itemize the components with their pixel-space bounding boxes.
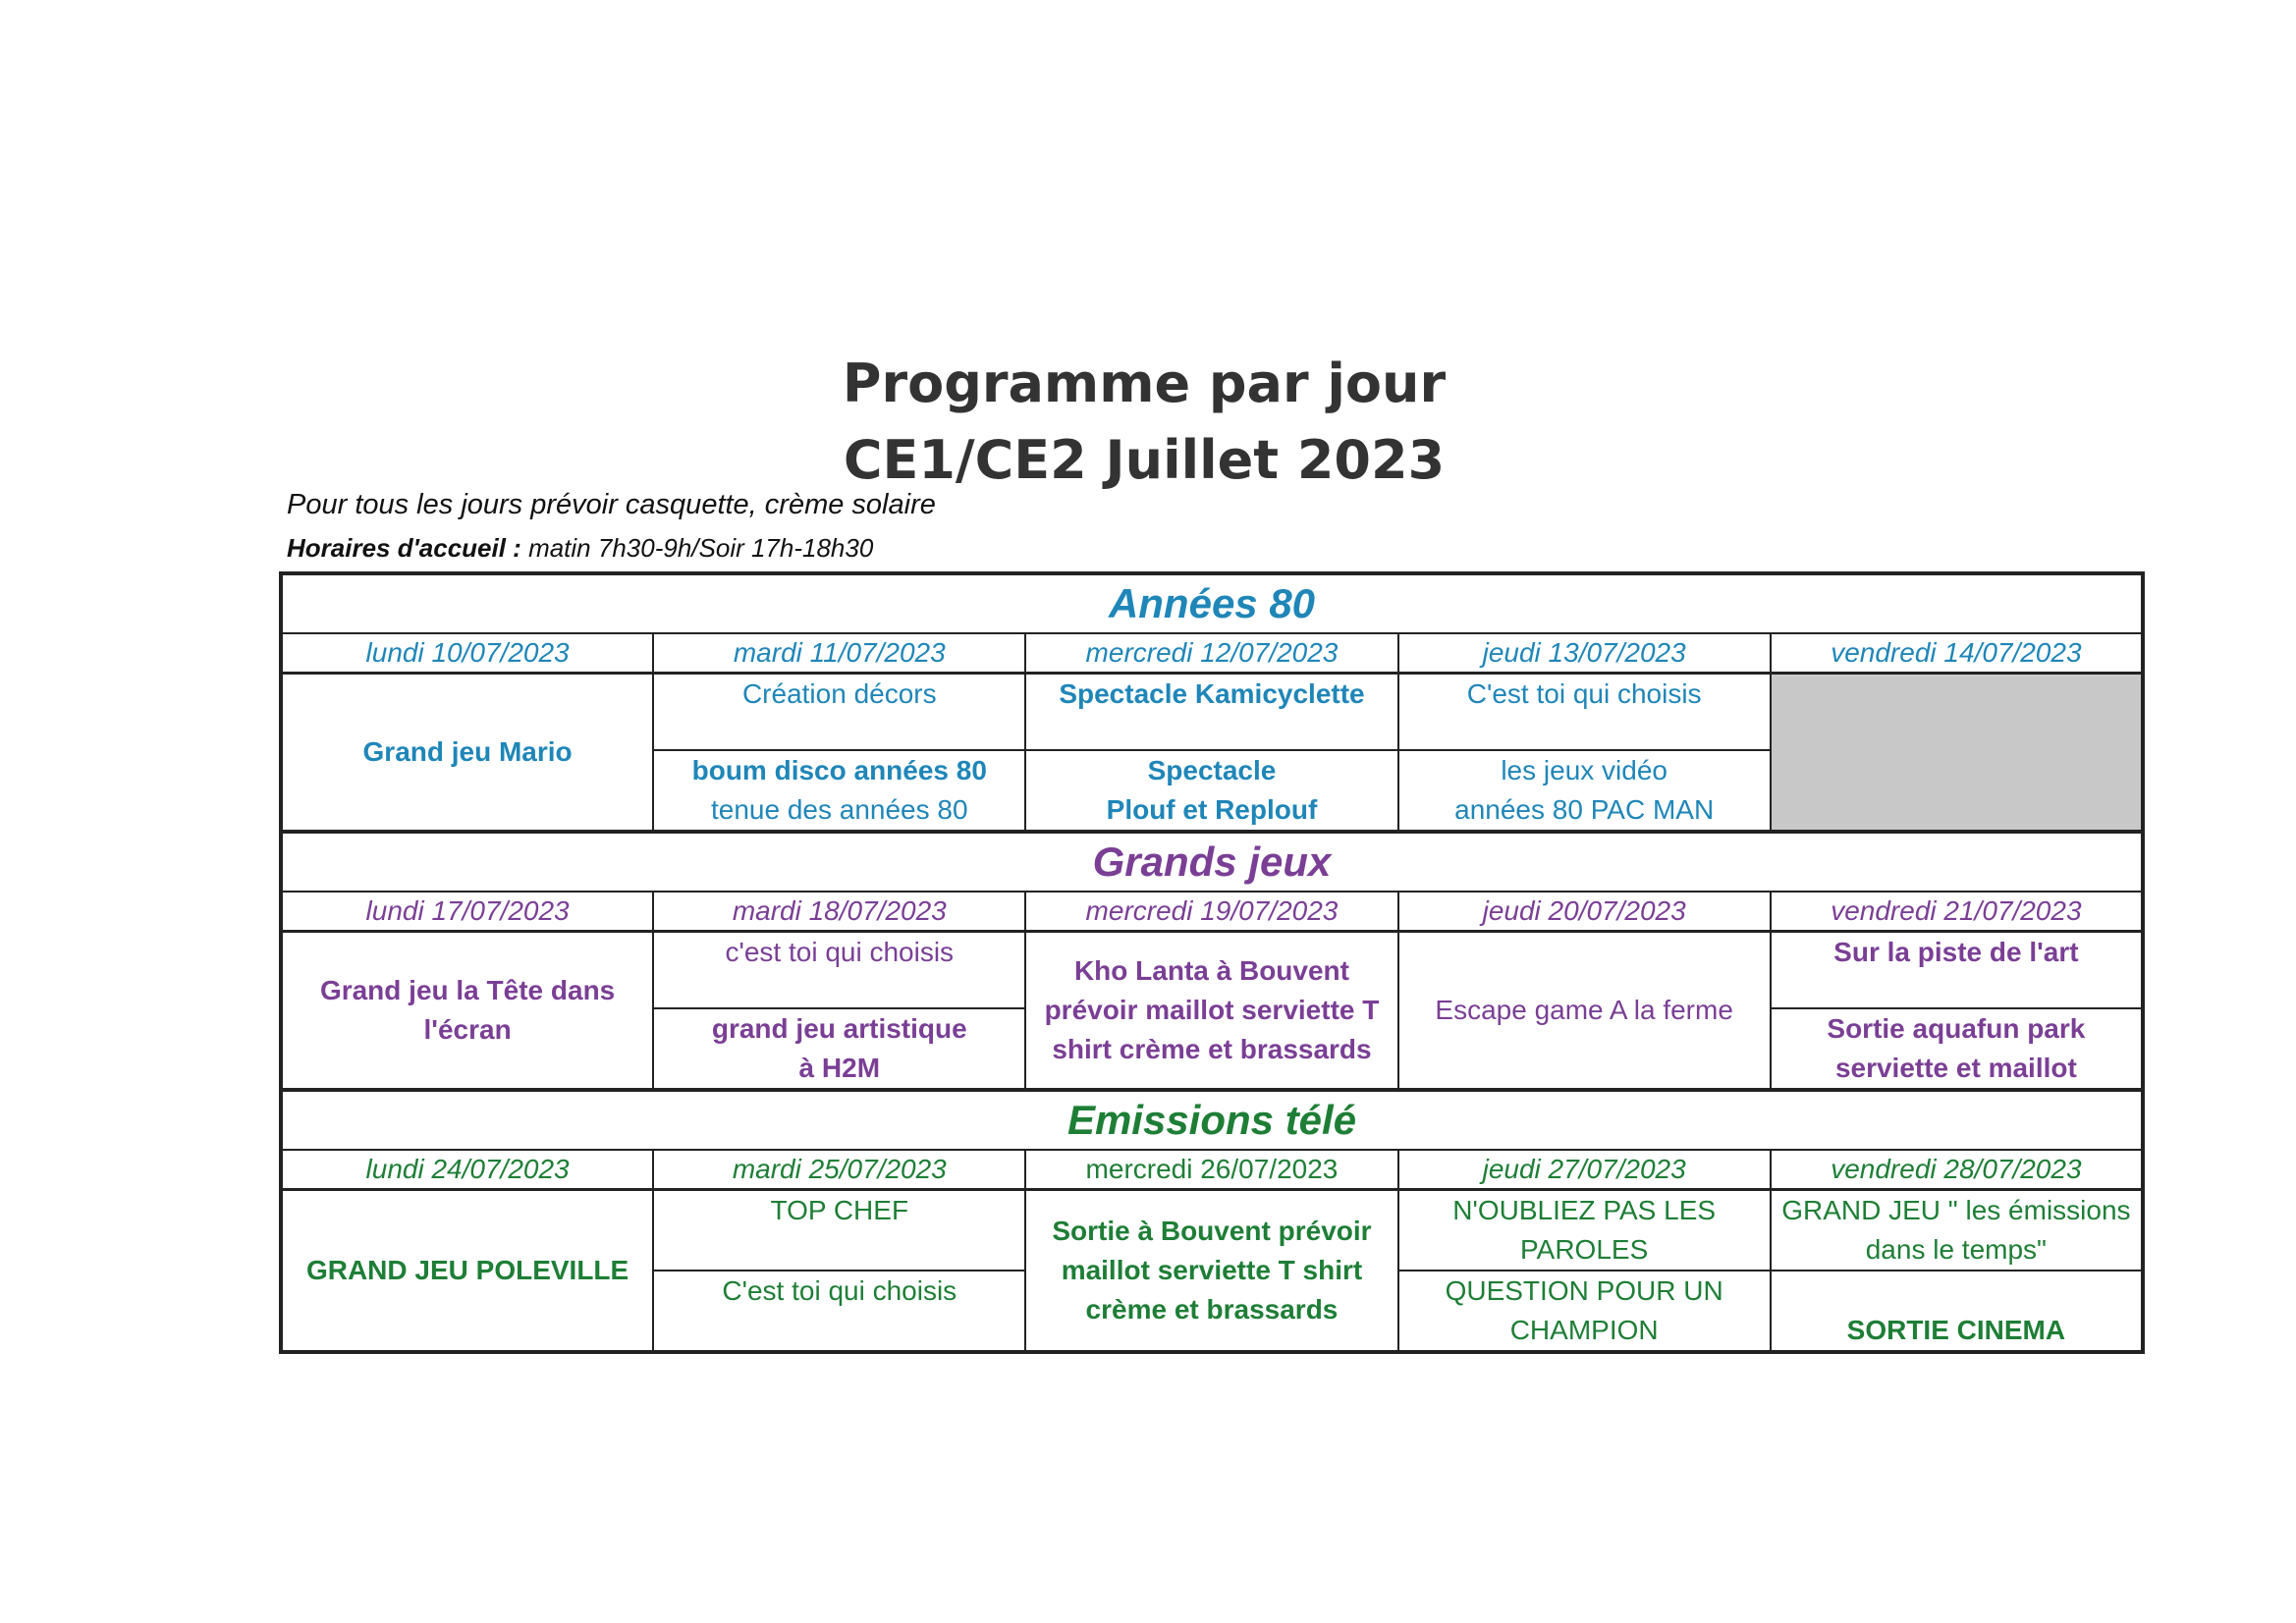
day-header: lundi 10/07/2023 — [281, 633, 653, 674]
activity-cell — [1025, 1190, 1397, 1353]
activity-line: shirt crème et brassards — [1052, 1034, 1372, 1064]
activity-cell — [1025, 750, 1397, 832]
day-header: lundi 24/07/2023 — [281, 1150, 653, 1190]
activity-row-morning — [281, 674, 2143, 751]
activity-cell: C'est toi qui choisis — [1398, 674, 1771, 751]
title-line-2: CE1/CE2 Juillet 2023 — [843, 429, 1446, 491]
activity-line: à H2M — [798, 1053, 881, 1083]
day-header: mardi 11/07/2023 — [653, 633, 1025, 674]
activity-cell — [281, 932, 653, 1091]
week-theme-row — [281, 1090, 2143, 1150]
activity-cell: Grand jeu Mario — [281, 674, 653, 833]
programme-table — [279, 571, 2145, 1354]
activity-line: tenue des années 80 — [711, 794, 968, 825]
activity-line: serviette et maillot — [1834, 1053, 2077, 1083]
days-row — [281, 1150, 2143, 1190]
activity-cell: TOP CHEF — [653, 1190, 1025, 1271]
activity-line: les jeux vidéo — [1501, 755, 1667, 785]
activity-cell — [1398, 1271, 1771, 1352]
week-theme-row — [281, 573, 2143, 633]
day-header: mardi 25/07/2023 — [653, 1150, 1025, 1190]
activity-line: PAROLES — [1520, 1234, 1649, 1265]
activity-cell: C'est toi qui choisis — [653, 1271, 1025, 1352]
activity-cell — [1398, 1190, 1771, 1271]
activity-line: QUESTION POUR UN — [1445, 1275, 1723, 1306]
day-header: lundi 17/07/2023 — [281, 892, 653, 932]
activity-line: Spectacle — [1147, 755, 1277, 785]
activity-line: N'OUBLIEZ PAS LES — [1452, 1195, 1717, 1225]
activity-line: Plouf et Replouf — [1106, 794, 1318, 825]
activity-cell: Création décors — [653, 674, 1025, 751]
activity-line: Sortie aquafun park — [1827, 1013, 2086, 1044]
activity-line: Sortie à Bouvent prévoir — [1052, 1216, 1372, 1246]
opening-hours — [287, 533, 873, 564]
week-theme: Emissions télé — [281, 1090, 2143, 1150]
day-header: mercredi 19/07/2023 — [1025, 892, 1397, 932]
activity-cell — [653, 1008, 1025, 1090]
hours-value: matin 7h30-9h/Soir 17h-18h30 — [520, 533, 874, 563]
week-theme-row — [281, 832, 2143, 892]
days-row — [281, 633, 2143, 674]
equipment-note: Pour tous les jours prévoir casquette, crème solaire — [287, 489, 936, 520]
activity-cell: c'est toi qui choisis — [653, 932, 1025, 1009]
activity-cell: Spectacle Kamicyclette — [1025, 674, 1397, 751]
activity-line: crème et brassards — [1085, 1294, 1339, 1325]
day-header: jeudi 27/07/2023 — [1398, 1150, 1771, 1190]
day-header: jeudi 20/07/2023 — [1398, 892, 1771, 932]
day-header: jeudi 13/07/2023 — [1398, 633, 1771, 674]
day-header: vendredi 21/07/2023 — [1771, 892, 2143, 932]
title-line-1: Programme par jour — [842, 352, 1447, 414]
activity-cell — [1771, 1008, 2143, 1090]
activity-line: grand jeu artistique — [711, 1013, 967, 1044]
activity-cell — [1771, 1190, 2143, 1271]
day-header: mercredi 12/07/2023 — [1025, 633, 1397, 674]
activity-row-morning — [281, 932, 2143, 1009]
activity-cell: SORTIE CINEMA — [1771, 1271, 2143, 1352]
activity-cell: Sur la piste de l'art — [1771, 932, 2143, 1009]
days-row — [281, 892, 2143, 932]
week-theme: Années 80 — [281, 573, 2143, 633]
activity-line: Grand jeu la Tête dans — [319, 975, 616, 1005]
activity-cell — [1025, 932, 1397, 1091]
day-header: vendredi 28/07/2023 — [1771, 1150, 2143, 1190]
activity-line: maillot serviette T shirt — [1061, 1255, 1363, 1285]
day-header: mercredi 26/07/2023 — [1025, 1150, 1397, 1190]
activity-cell: GRAND JEU POLEVILLE — [281, 1190, 653, 1353]
activity-line: Kho Lanta à Bouvent — [1073, 955, 1349, 986]
day-header: vendredi 14/07/2023 — [1771, 633, 2143, 674]
hours-label: Horaires d'accueil : — [287, 533, 521, 563]
page-title — [0, 346, 2296, 499]
activity-line: CHAMPION — [1509, 1315, 1659, 1345]
activity-line: boum disco années 80 — [691, 755, 987, 785]
activity-row-morning — [281, 1190, 2143, 1271]
activity-cell: Escape game A la ferme — [1398, 932, 1771, 1091]
activity-line: prévoir maillot serviette T — [1044, 995, 1380, 1025]
day-header: mardi 18/07/2023 — [653, 892, 1025, 932]
activity-line: l'écran — [423, 1014, 512, 1045]
activity-line: GRAND JEU " les émissions — [1781, 1195, 2131, 1225]
week-theme: Grands jeux — [281, 832, 2143, 892]
activity-cell — [653, 750, 1025, 832]
activity-line: années 80 PAC MAN — [1454, 794, 1715, 825]
activity-line: dans le temps" — [1865, 1234, 2047, 1265]
empty-cell — [1771, 674, 2143, 833]
activity-cell — [1398, 750, 1771, 832]
